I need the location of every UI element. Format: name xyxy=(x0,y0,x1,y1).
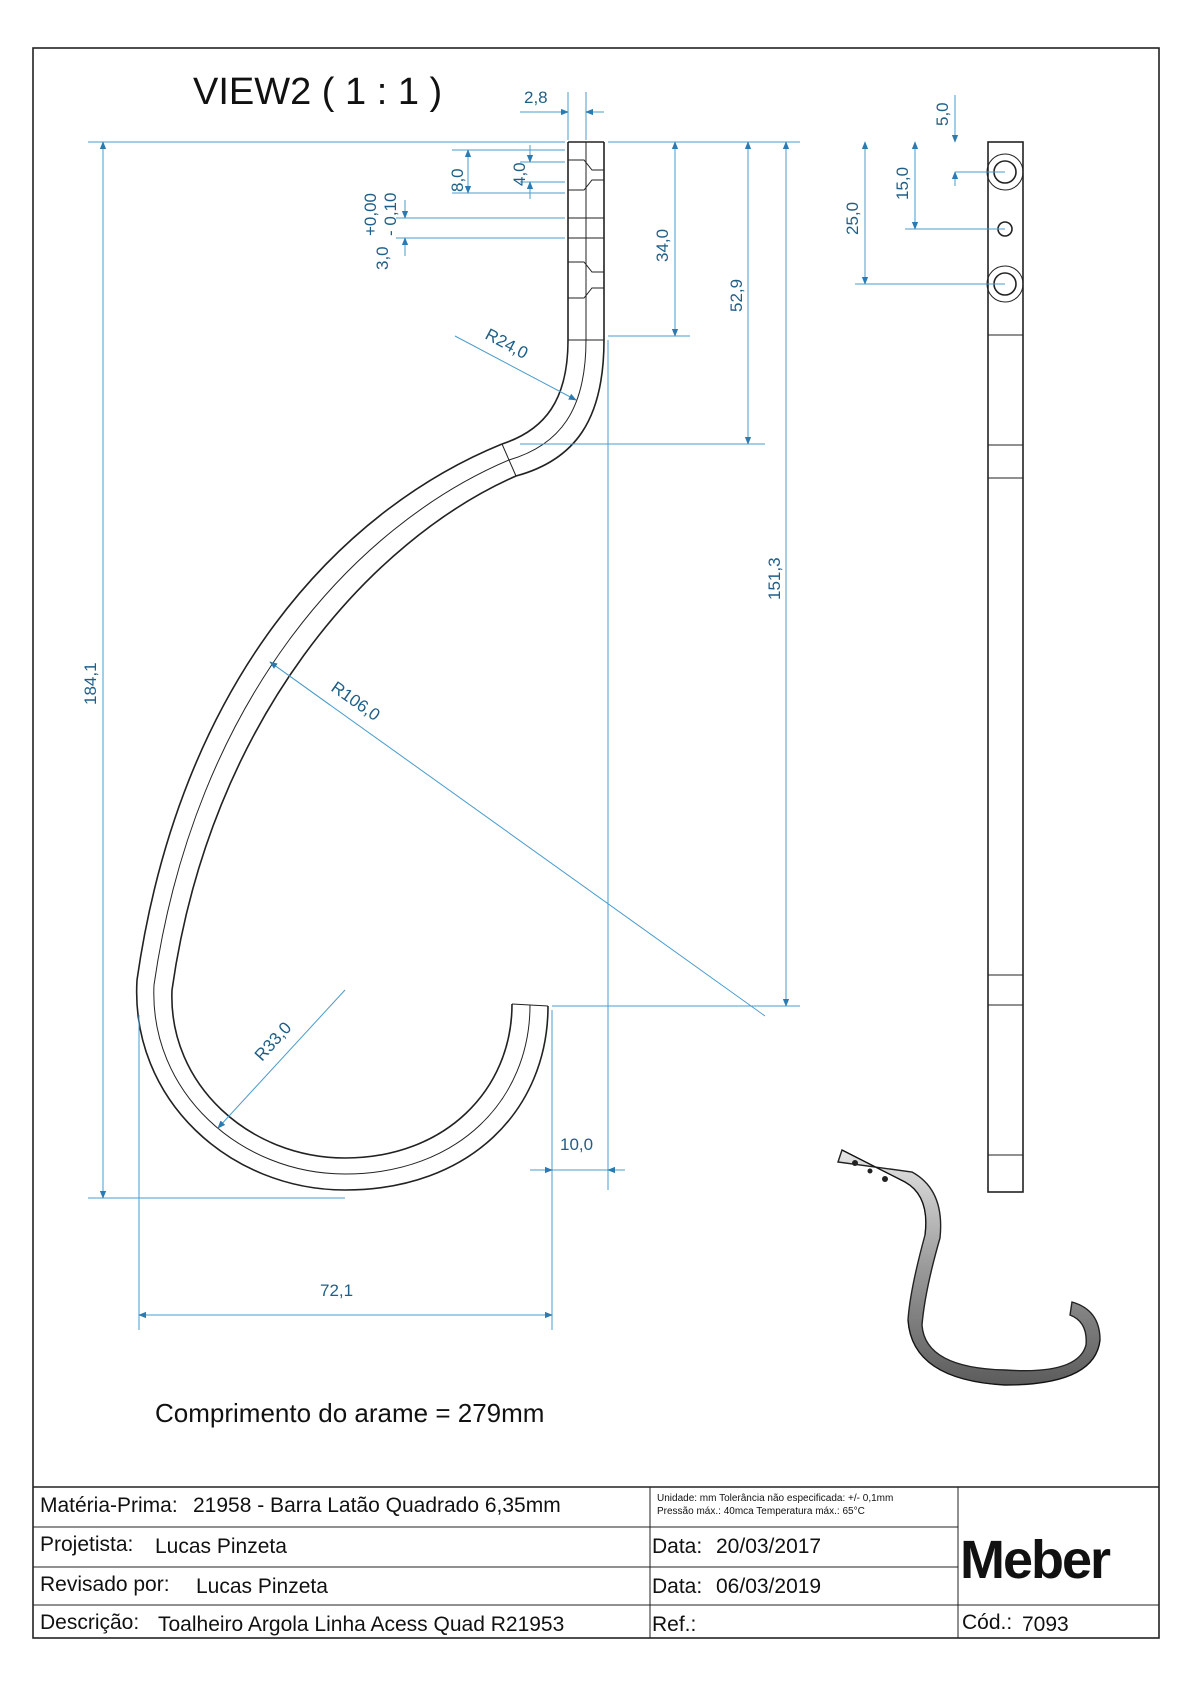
dim-r24: R24,0 xyxy=(482,324,532,363)
dimension-labels xyxy=(81,88,784,1300)
dim-34: 34,0 xyxy=(653,228,672,262)
dim-72-1: 72,1 xyxy=(320,1281,354,1300)
dim-side-15: 15,0 xyxy=(893,166,912,200)
dim-r33: R33,0 xyxy=(250,1018,296,1065)
date2-label: Data: xyxy=(652,1575,703,1598)
view-title: VIEW2 ( 1 : 1 ) xyxy=(193,71,443,113)
designer-label: Projetista: xyxy=(40,1533,134,1556)
ref-label: Ref.: xyxy=(652,1613,697,1636)
hook-profile xyxy=(137,142,604,1190)
date2-value: 06/03/2019 xyxy=(716,1575,822,1598)
material-label: Matéria-Prima: xyxy=(40,1494,178,1517)
meber-logo: Meber xyxy=(960,1530,1110,1590)
reviewer-label: Revisado por: xyxy=(40,1573,170,1596)
dimension-lines xyxy=(88,92,800,1330)
dim-8: 8,0 xyxy=(448,168,467,192)
unit-line-1: Unidade: mm Tolerância não especificada: +/- 0,1mm xyxy=(657,1493,894,1504)
side-view-dimensions xyxy=(843,95,1005,284)
title-block xyxy=(33,1487,1159,1638)
dim-side-25: 25,0 xyxy=(843,201,862,235)
designer-value: Lucas Pinzeta xyxy=(155,1535,287,1558)
dim-151-3: 151,3 xyxy=(765,557,784,600)
date1-label: Data: xyxy=(652,1535,703,1558)
unit-line-2: Pressão máx.: 40mca Temperatura máx.: 65°C xyxy=(657,1506,865,1517)
dim-3-nominal: 3,0 xyxy=(373,246,392,270)
code-label: Cód.: xyxy=(962,1611,1013,1634)
dim-4: 4,0 xyxy=(510,162,529,186)
reviewer-value: Lucas Pinzeta xyxy=(196,1575,328,1598)
dim-side-5: 5,0 xyxy=(933,102,952,126)
dim-3-lower: - 0,10 xyxy=(381,192,400,236)
description-value: Toalheiro Argola Linha Acess Quad R21953 xyxy=(158,1613,565,1636)
side-view xyxy=(987,142,1023,1192)
dim-10: 10,0 xyxy=(560,1135,594,1154)
isometric-3d-view xyxy=(838,1150,1100,1385)
dim-2-8: 2,8 xyxy=(524,88,548,107)
date1-value: 20/03/2017 xyxy=(716,1535,822,1558)
material-value: 21958 - Barra Latão Quadrado 6,35mm xyxy=(193,1494,561,1517)
dim-r106: R106,0 xyxy=(327,677,384,725)
dim-184-1: 184,1 xyxy=(81,662,100,705)
wire-length-note: Comprimento do arame = 279mm xyxy=(155,1398,545,1428)
dim-52-9: 52,9 xyxy=(727,278,746,312)
code-value: 7093 xyxy=(1022,1613,1069,1636)
dim-3-upper: +0,00 xyxy=(361,192,380,236)
description-label: Descrição: xyxy=(40,1611,140,1634)
